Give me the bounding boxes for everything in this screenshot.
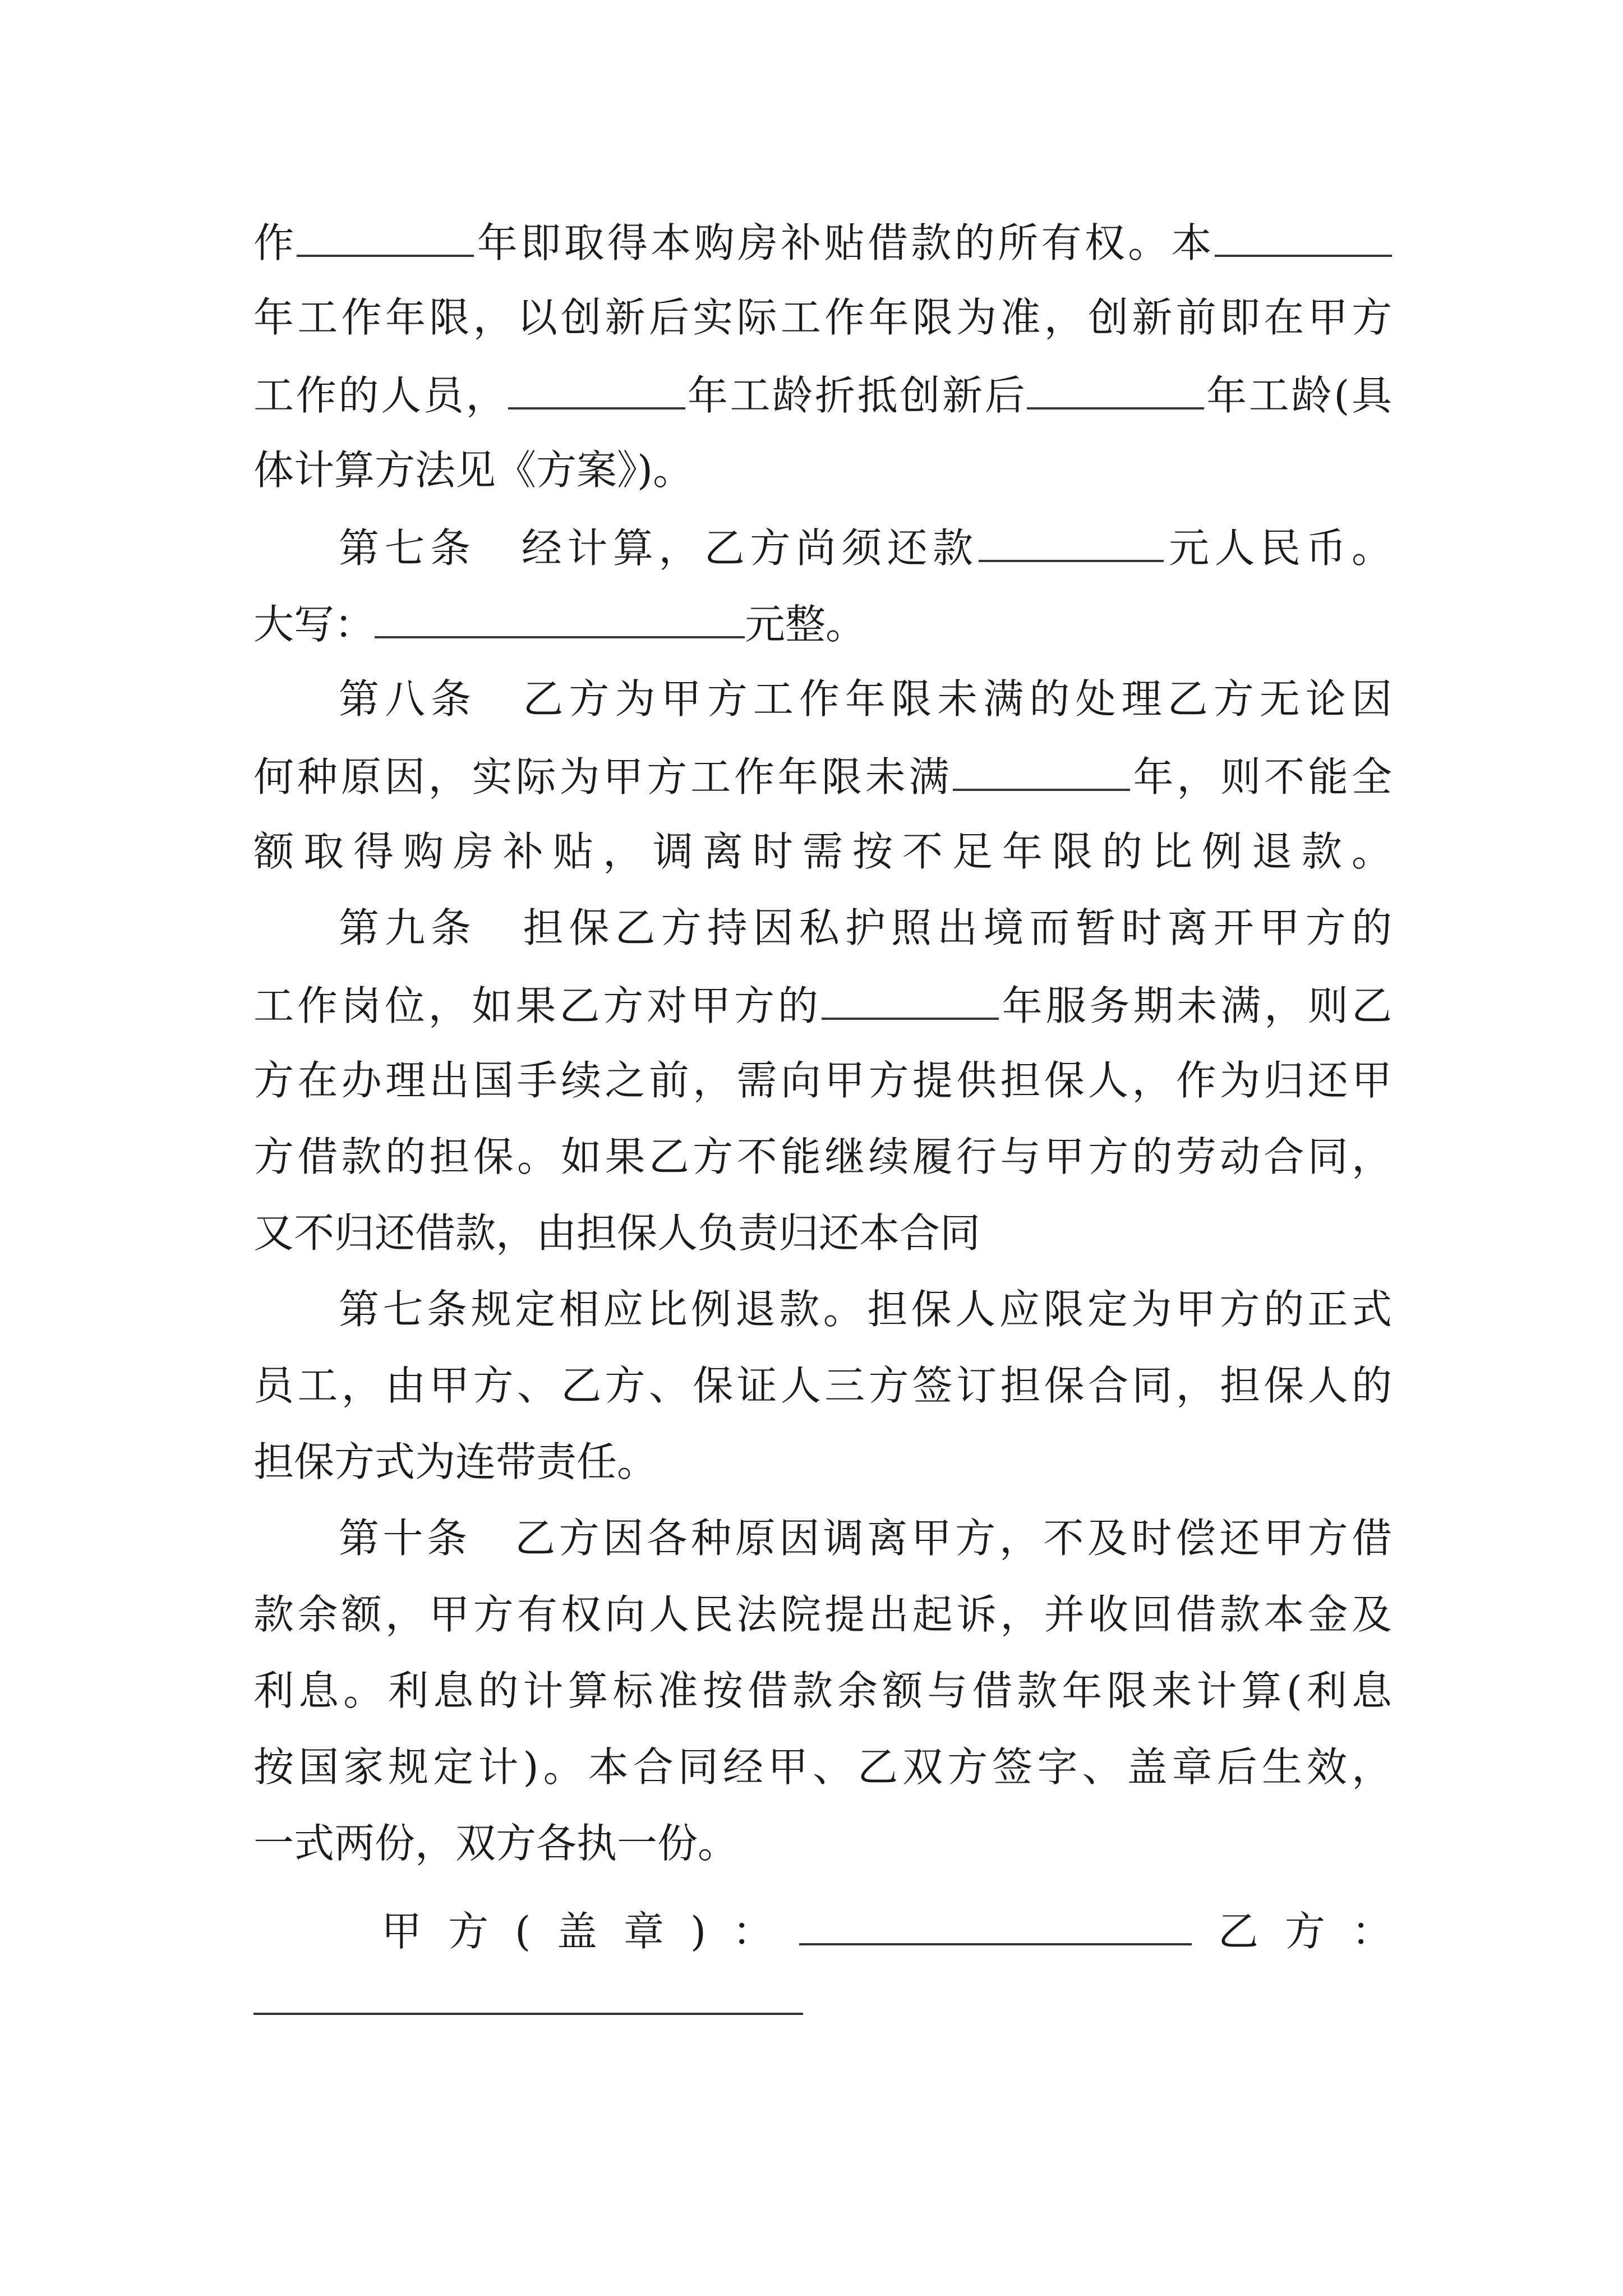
- amount-blank: [979, 518, 1164, 562]
- text-line: 工作的人员， 年工龄折抵创新后 年工龄(具: [253, 366, 1392, 422]
- fill-blank: [1027, 366, 1204, 409]
- text-line: 何种原因，实际为甲方工作年限未满 年，则不能全: [253, 747, 1392, 803]
- article-9: 第九条 担保乙方持因私护照出境而暂时离开甲方的: [339, 904, 1392, 951]
- text-line: 一式两份，双方各执一份。: [253, 1820, 739, 1867]
- text-line: 担保方式为连带责任。: [253, 1438, 658, 1485]
- fill-blank: [1215, 213, 1392, 257]
- text-line: 额取得购房补贴，调离时需按不足年限的比例退款。: [253, 828, 1392, 875]
- text-line: 大写： 元整。: [253, 595, 1392, 651]
- fill-blank: [822, 976, 999, 1020]
- text-line: 方在办理出国手续之前，需向甲方提供担保人，作为归还甲: [253, 1057, 1392, 1104]
- text-line: 利息。利息的计算标准按借款余额与借款年限来计算(利息: [253, 1667, 1392, 1714]
- party-a-label: 甲方(盖章)：: [381, 1908, 800, 1955]
- article-10: 第十条 乙方因各种原因调离甲方，不及时偿还甲方借: [339, 1515, 1392, 1562]
- text-line: 工作岗位，如果乙方对甲方的 年服务期未满，则乙: [253, 976, 1392, 1032]
- party-a-signature-blank: [799, 1902, 1192, 1945]
- article-8: 第八条 乙方为甲方工作年限未满的处理乙方无论因: [339, 675, 1392, 723]
- signature-line: [381, 1902, 1392, 1958]
- text-line: 又不归还借款，由担保人负责归还本合同: [253, 1209, 981, 1257]
- fill-blank: [953, 747, 1130, 791]
- party-b-label: 乙方：: [1192, 1908, 1392, 1955]
- text-line: 方借款的担保。如果乙方不能继续履行与甲方的劳动合同，: [253, 1133, 1392, 1180]
- text-line: 第七条规定相应比例退款。担保人应限定为甲方的正式: [339, 1286, 1392, 1333]
- fill-blank: [508, 366, 685, 409]
- text-line: 款余额，甲方有权向人民法院提出起诉，并收回借款本金及: [253, 1591, 1392, 1638]
- amount-words-blank: [375, 595, 745, 638]
- text-line: 作 年即取得本购房补贴借款的所有权。本: [253, 213, 1392, 269]
- party-b-signature-blank: [253, 2013, 803, 2015]
- article-7: 第七条 经计算，乙方尚须还款 元人民币。: [339, 518, 1392, 574]
- text-line: 按国家规定计)。本合同经甲、乙双方签字、盖章后生效，: [253, 1743, 1392, 1791]
- text-line: 员工，由甲方、乙方、保证人三方签订担保合同，担保人的: [253, 1362, 1392, 1409]
- fill-blank: [297, 213, 474, 257]
- text-line: 体计算方法见《方案》)。: [253, 447, 694, 494]
- text-line: 年工作年限，以创新后实际工作年限为准，创新前即在甲方: [253, 294, 1392, 341]
